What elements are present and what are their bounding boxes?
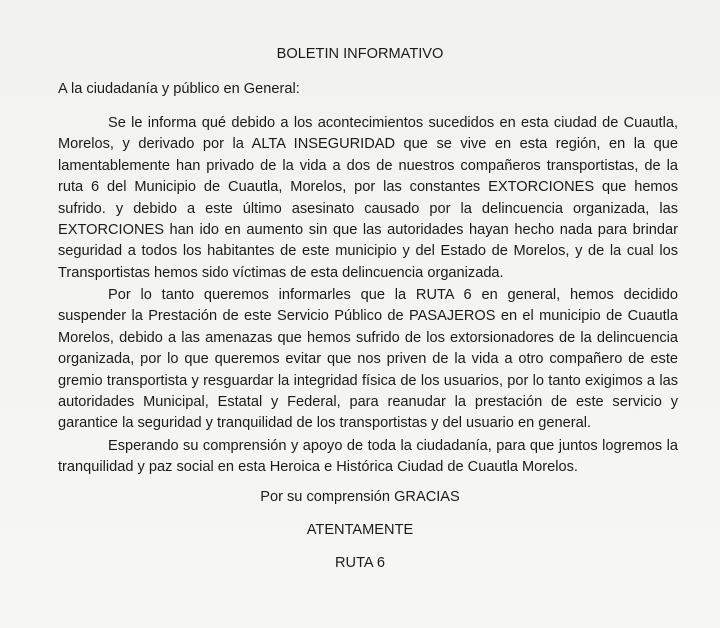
paragraph-appeal: Esperando su comprensión y apoyo de toda la ciudadanía, para que juntos logremos la tranquilidad y paz social en esta Heroica e Histórica Ciudad de Cuautla Morelos. — [58, 438, 678, 476]
closing-thanks: Por su comprensión GRACIAS — [260, 489, 460, 505]
paragraph-insecurity: Se le informa qué debido a los acontecimientos sucedidos en esta ciudad de Cuautla, Morelos, y derivado por la ALTA INSEGURIDAD que se vive en esta región, en la que lamentablemente han privado de la vida a dos de nuestros compañeros transportistas, de la ruta 6 del Municipio de Cuautla, Morelos, por las constantes EXTORCIONES que hemos sufrido. y debido a este último asesinato causado por la delincuencia organizada, las EXTORCIONES han ido en aumento sin que las autoridades hayan hecho nada para brindar seguridad a todos los habitantes de este municipio y del Estado de Morelos, y de la cual los Transportistas hemos sido víctimas de esta delincuencia organizada. — [58, 115, 678, 281]
closing-regards: ATENTAMENTE — [306, 522, 414, 538]
greeting-line: A la ciudadanía y público en General: — [58, 81, 300, 97]
bulletin-title: BOLETIN INFORMATIVO — [276, 46, 444, 62]
paragraph-service-suspension: Por lo tanto queremos informarles que la RUTA 6 en general, hemos decidido suspender la Prestación de este Servicio Público de PASAJEROS en el municipio de Cuautla Morelos, debido a las amenazas que hemos sufrido de los extorsionadores de la delincuencia organizada, por lo que queremos evitar que nos priven de la vida a otro compañero de este gremio transportista y resguardar la integridad física de los usuarios, por lo tanto exigimos a las autoridades Municipal, Estatal y Federal, para reanudar la prestación de este servicio y garantice la seguridad y tranquilidad de los transportistas y del usuario en general. — [58, 287, 678, 432]
signature-ruta: RUTA 6 — [334, 555, 385, 571]
